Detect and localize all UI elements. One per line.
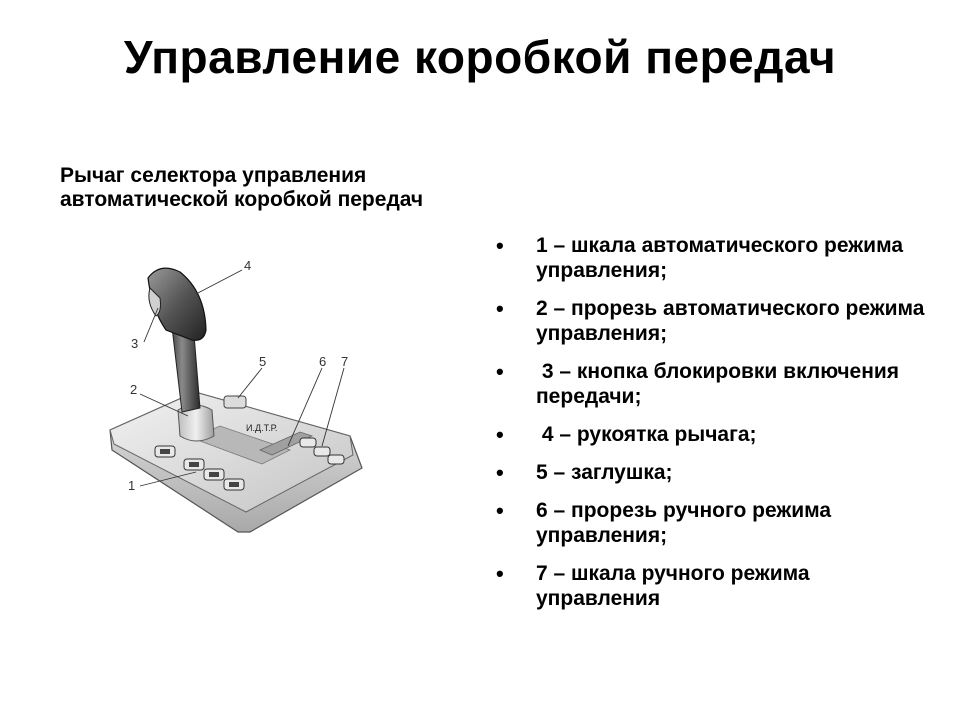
callout-7: 7	[341, 354, 349, 369]
legend-item-text: 1 – шкала автоматического режима управления;	[536, 234, 909, 282]
legend-item	[494, 460, 934, 485]
gear-selector-illustration	[100, 250, 370, 540]
legend-item	[494, 359, 934, 409]
plug-cap	[224, 396, 246, 408]
legend-list	[494, 233, 934, 624]
legend-item-text: 6 – прорезь ручного режима управления;	[536, 499, 837, 547]
callout-1: 1	[128, 478, 136, 493]
figure-subtitle: Рычаг селектора управления автоматической коробкой передач	[60, 164, 424, 211]
legend-item-text: 2 – прорезь автоматического режима управления;	[536, 297, 931, 345]
bullet-icon: •	[496, 498, 504, 523]
callout-5: 5	[259, 354, 267, 369]
legend-item-text: 3 – кнопка блокировки включения передачи;	[536, 360, 905, 408]
legend-item	[494, 422, 934, 447]
bullet-icon: •	[496, 233, 504, 258]
callout-4: 4	[244, 258, 252, 273]
legend-item	[494, 296, 934, 346]
callout-2: 2	[130, 382, 138, 397]
callout-6: 6	[319, 354, 327, 369]
bullet-icon: •	[496, 359, 504, 384]
bullet-icon: •	[496, 561, 504, 586]
legend-item	[494, 561, 934, 611]
bullet-icon: •	[496, 460, 504, 485]
gear-selector-drawing	[100, 250, 370, 540]
legend-item	[494, 233, 934, 283]
legend-item-text: 7 – шкала ручного режима управления	[536, 562, 816, 610]
bullet-icon: •	[496, 422, 504, 447]
legend-item-text: 4 – рукоятка рычага;	[536, 423, 757, 446]
figure-mark-text: И.Д.Т.Р.	[246, 423, 278, 433]
callout-3: 3	[131, 336, 139, 351]
legend-item	[494, 498, 934, 548]
page-title: Управление коробкой передач	[123, 31, 837, 83]
bullet-icon: •	[496, 296, 504, 321]
legend-item-text: 5 – заглушка;	[536, 461, 673, 484]
